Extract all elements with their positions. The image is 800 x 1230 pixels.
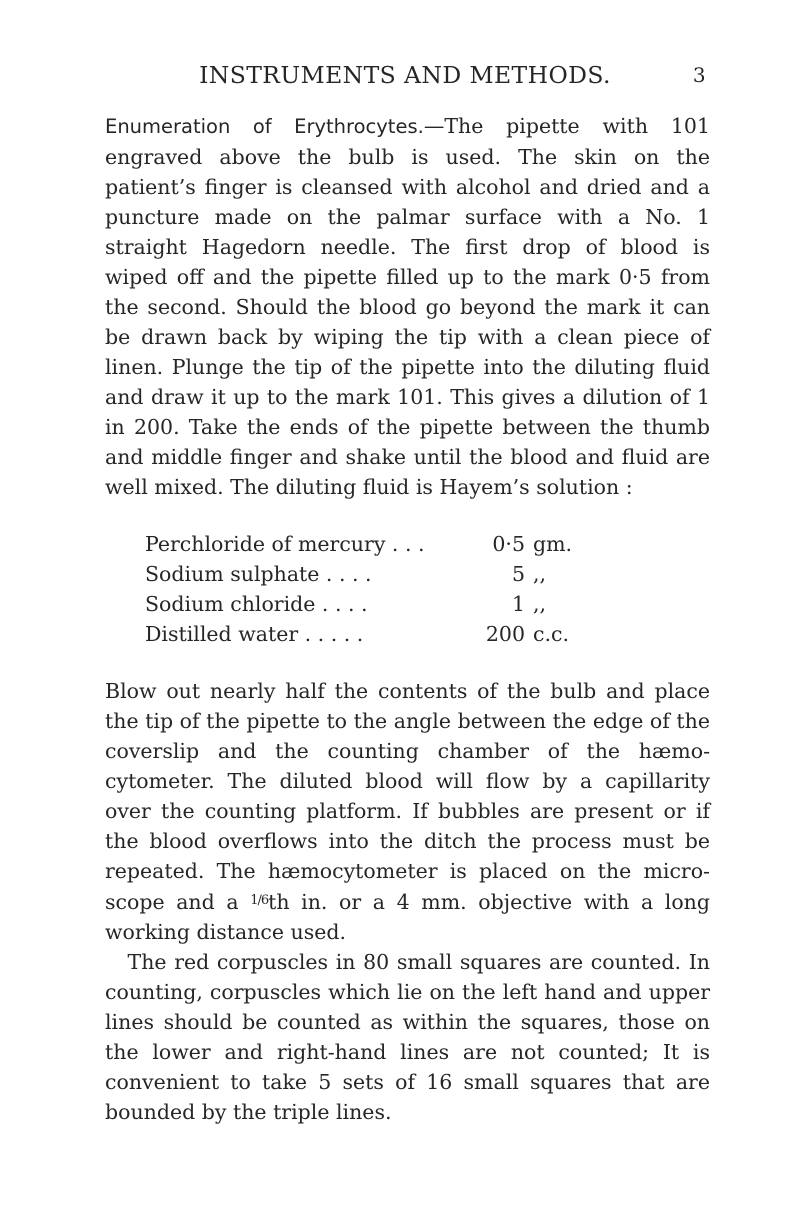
paragraph-erythrocytes [105, 111, 710, 502]
running-head [110, 58, 706, 92]
recipe-row [145, 529, 670, 559]
body-text [105, 111, 710, 1127]
recipe-row [145, 589, 670, 619]
page-number: 3 [692, 63, 706, 87]
ingredient-name: Perchloride of mercury . . . [145, 532, 425, 556]
ingredient-name: Sodium sulphate . . . . [145, 562, 372, 586]
hayem-solution-recipe [145, 529, 670, 649]
paragraph-counting-method: The red corpuscles in 80 small squares are counted. In counting, corpuscles which lie on the left hand and upper lines should be counted as within the squares, those on the lower and right-hand lines are not counted; It is convenient to take 5 sets of 16 small squares that are bounded by the triple lines. [105, 950, 710, 1124]
paragraph-counting-chamber [105, 676, 710, 947]
ingredient-quantity: 1 [511, 592, 525, 616]
fraction-one-sixth: 1/6 [250, 893, 269, 908]
paragraph-text: —The pipette with 101 engraved above the bulb is used. The skin on the patient’s finger is cleansed with alcohol and dried and a puncture made on the palmar surface with a No. 1 straight Hagedorn needle. The first drop of blood is wiped off and the pipette filled up to the mark 0·5 from the second. Should the blood go beyond the mark it can be drawn back by wiping the tip with a clean piece of linen. Plunge the tip of the pipette into the diluting fluid and draw it up to the mark 101. This gives a dilution of 1 in 200. Take the ends of the pipette between the thumb and middle finger and shake until the blood and fluid are well mixed. The diluting fluid is Hayem’s solution : [105, 114, 710, 499]
ingredient-quantity: 0·5 [492, 532, 525, 556]
ingredient-quantity: 5 [511, 562, 525, 586]
ingredient-name: Sodium chloride . . . . [145, 592, 368, 616]
paragraph-text: th in. or a 4 mm. objective with a long working distance used. [105, 890, 710, 944]
paragraph-text: Blow out nearly half the contents of the bulb and place the tip of the pipette to the angle between the edge of the coverslip and the counting chamber of the hæmo-cytometer. The diluted blood will flow by a capillarity over the counting platform. If bubbles are present or if the blood overflows into the ditch the process must be repeated. The hæmocytometer is placed on the micro-scope and a [105, 679, 710, 914]
recipe-row [145, 619, 670, 649]
ingredient-unit: ,, [533, 562, 547, 586]
ingredient-unit: c.c. [533, 622, 569, 646]
recipe-row [145, 559, 670, 589]
ingredient-unit: ,, [533, 592, 547, 616]
ingredient-quantity: 200 [485, 622, 525, 646]
ingredient-name: Distilled water . . . . . [145, 622, 364, 646]
running-title: INSTRUMENTS AND METHODS. [199, 61, 611, 89]
section-heading: Enumeration of Erythrocytes. [105, 115, 424, 138]
ingredient-unit: gm. [533, 532, 573, 556]
